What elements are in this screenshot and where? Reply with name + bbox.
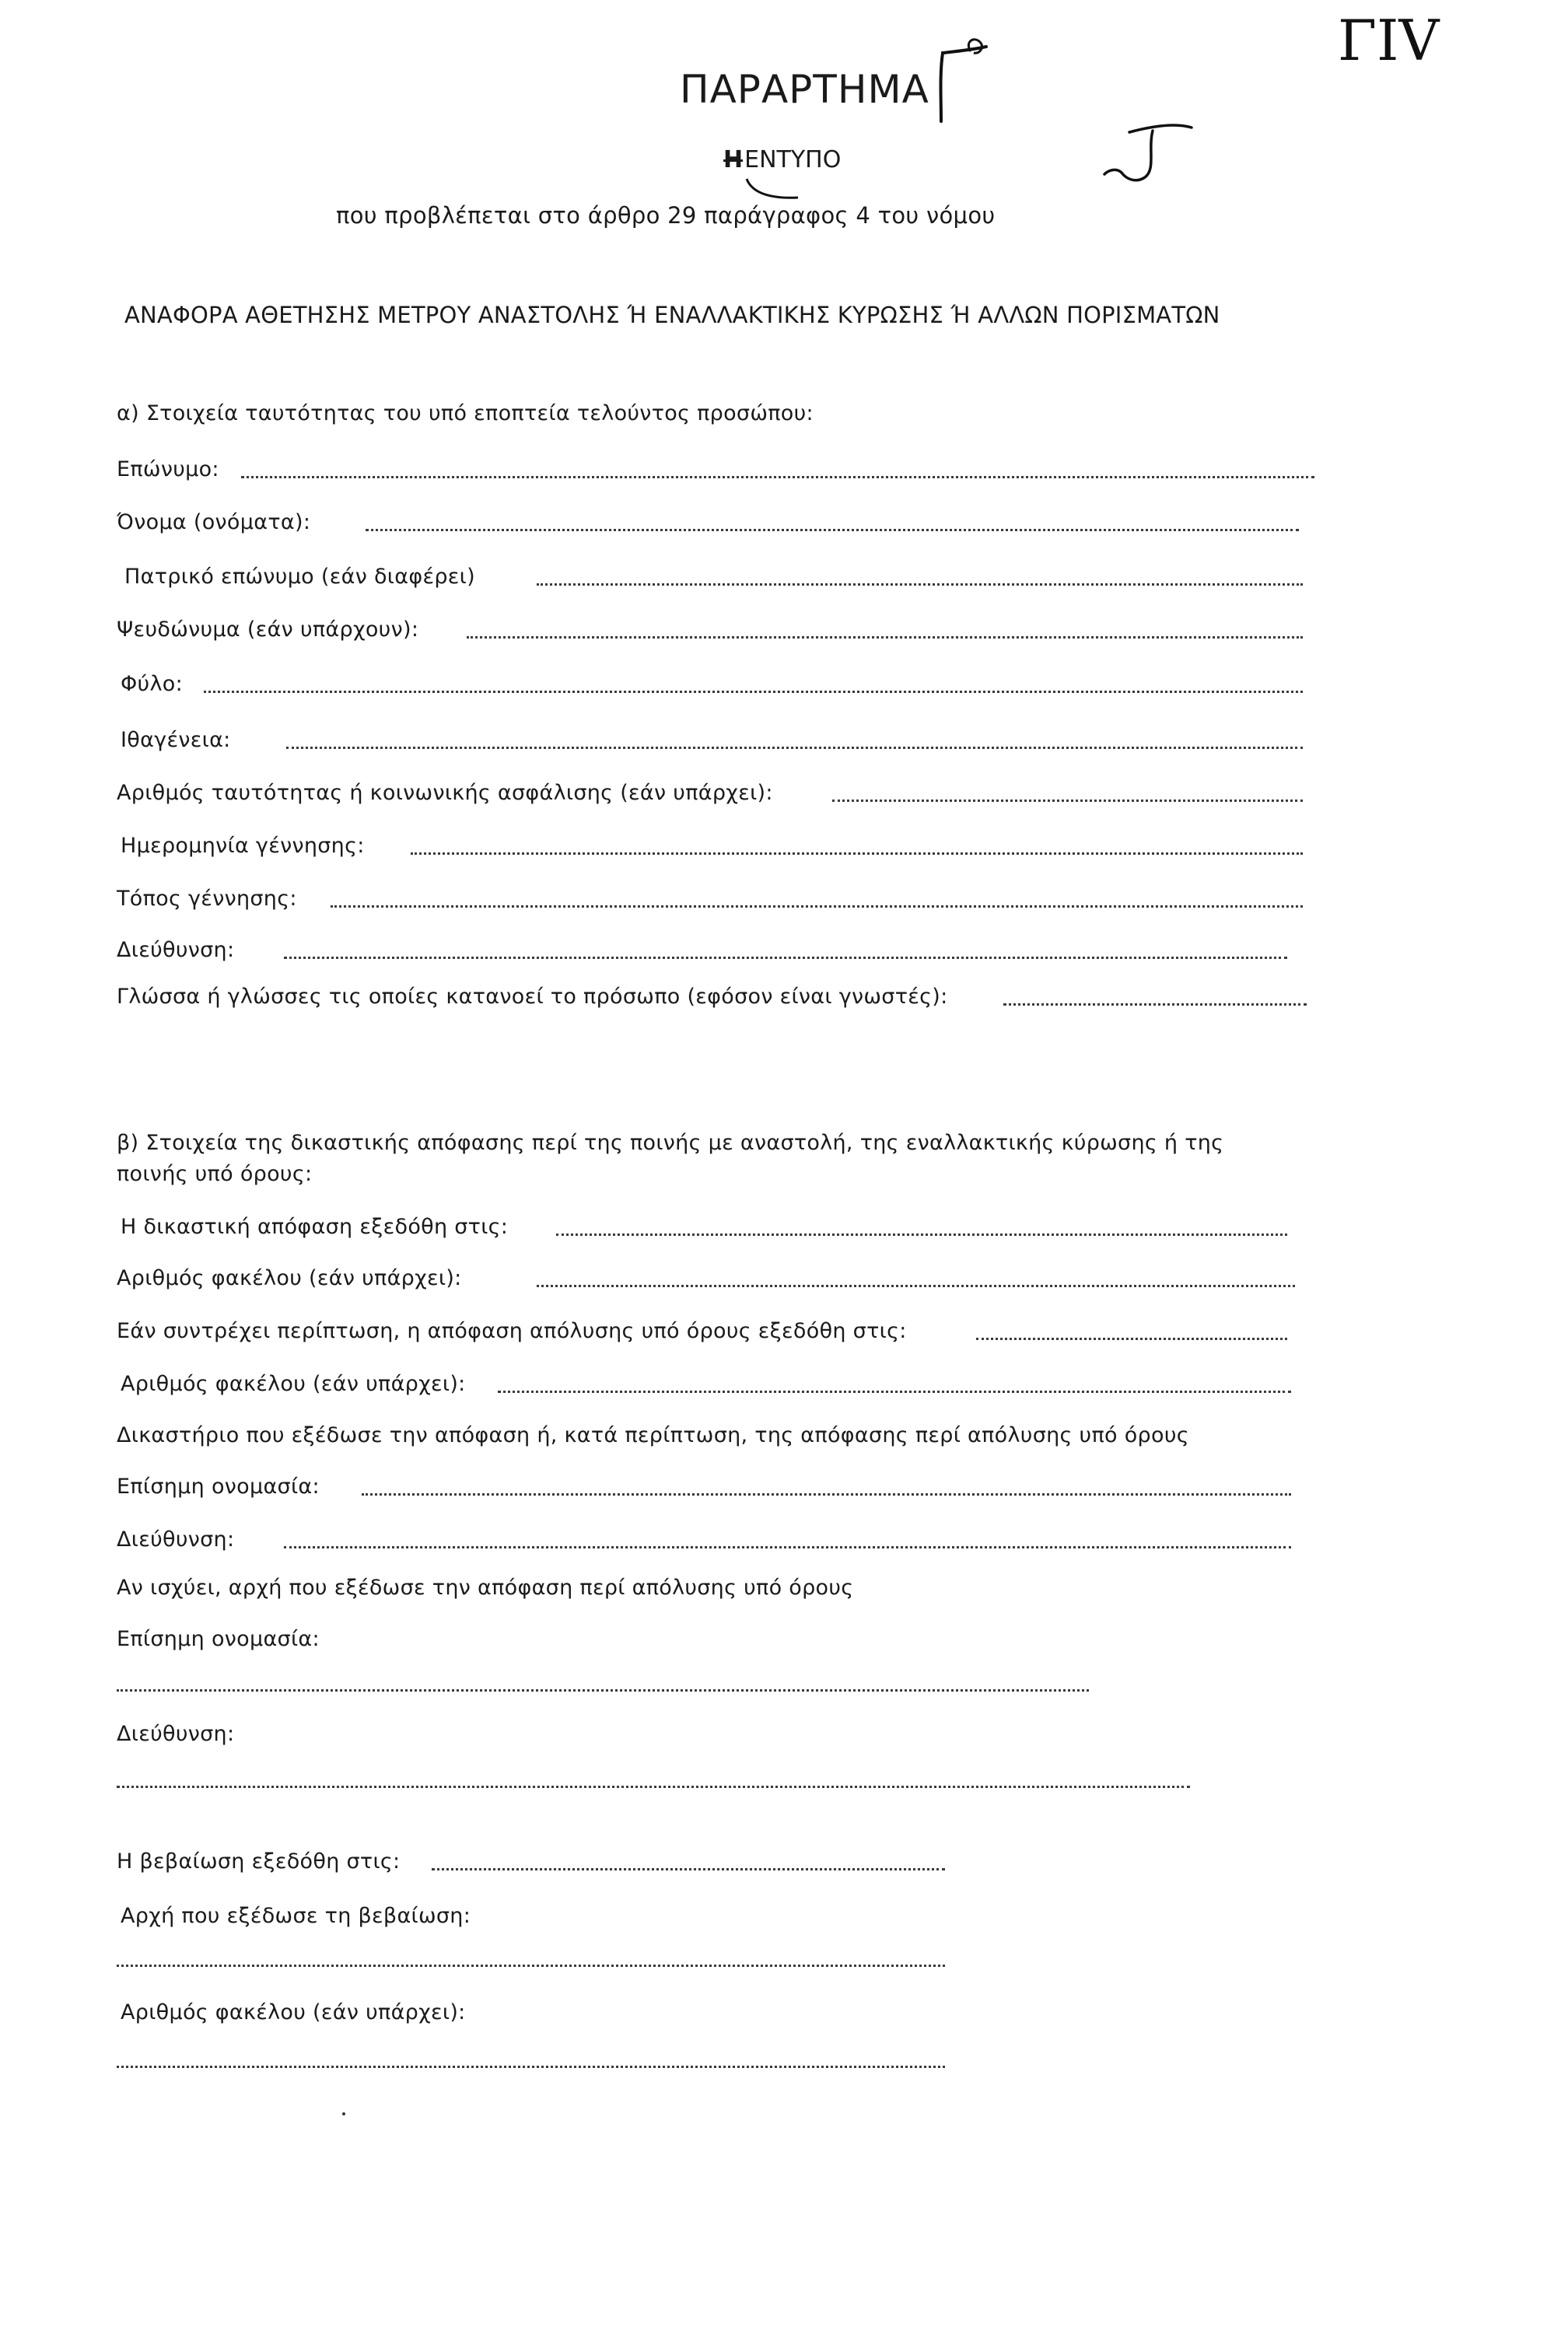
field-line-sex[interactable] [204,691,1303,693]
form-subtitle: που προβλέπεται στο άρθρο 29 παράγραφος 4 του νόμου [336,202,996,229]
crossed-out-prefix: Η [723,146,744,173]
field-label-address: Διεύθυνση: [117,938,235,962]
field-label-pseudonyms: Ψευδώνυμα (εάν υπάρχουν): [117,618,419,642]
field-label-certificate-date: Η βεβαίωση εξεδόθη στις: [117,1849,401,1874]
section-a-title: α) Στοιχεία ταυτότητας του υπό εποπτεία τελούντος προσώπου: [117,401,814,425]
field-line-certificate-date[interactable] [432,1868,945,1870]
field-line-id-number[interactable] [832,800,1303,802]
field-line-certificate-authority[interactable] [117,1965,945,1967]
field-label-court-official-name: Επίσημη ονομασία: [117,1475,320,1499]
field-line-surname[interactable] [241,476,1314,478]
form-word: ΕΝΤΥΠΟ [744,146,842,173]
field-line-birth-place[interactable] [331,905,1303,908]
field-line-address[interactable] [284,957,1287,959]
corner-annotation: ΓIV [1338,8,1440,73]
field-label-issuing-court: Δικαστήριο που εξέδωσε την απόφαση ή, κατά περίπτωση, της απόφασης περί απόλυσης υπό όρους [117,1423,1189,1447]
field-line-authority-address[interactable] [117,1786,1190,1788]
field-label-court-address: Διεύθυνση: [117,1527,235,1552]
field-line-first-names[interactable] [366,529,1299,531]
field-line-fathers-surname[interactable] [537,583,1303,586]
field-line-birth-date[interactable] [411,852,1303,855]
field-label-id-number: Αριθμός ταυτότητας ή κοινωνικής ασφάλισης (εάν υπάρχει): [117,781,773,805]
form-word-line [723,146,841,173]
section-b-title-line1: β) Στοιχεία της δικαστικής απόφασης περί της ποινής με αναστολή, της εναλλακτικής κύρωσης ή της [117,1131,1224,1155]
field-line-file-number-1[interactable] [537,1285,1295,1287]
field-label-sex: Φύλο: [121,672,183,696]
field-line-court-address[interactable] [284,1546,1291,1548]
field-label-birth-date: Ημερομηνία γέννησης: [121,834,365,858]
field-line-file-number-2[interactable] [498,1391,1291,1393]
field-label-authority-official-name: Επίσημη ονομασία: [117,1627,320,1651]
field-label-file-number-1: Αριθμός φακέλου (εάν υπάρχει): [117,1266,462,1290]
annex-title: ΠΑΡΑΡΤΗΜΑ [680,67,929,112]
field-line-authority-official-name[interactable] [117,1689,1089,1692]
stray-dot [342,2112,345,2115]
handwritten-squiggle-mark [1098,118,1199,188]
field-line-judgment-date[interactable] [556,1233,1287,1236]
field-label-file-number-3: Αριθμός φακέλου (εάν υπάρχει): [121,2000,466,2024]
field-label-authority-address: Διεύθυνση: [117,1722,235,1746]
field-line-nationality[interactable] [286,747,1303,749]
field-line-release-date[interactable] [976,1338,1287,1340]
field-label-languages: Γλώσσα ή γλώσσες τις οποίες κατανοεί το πρόσωπο (εφόσον είναι γνωστές): [117,985,948,1009]
field-label-nationality: Ιθαγένεια: [121,728,231,752]
field-label-first-names: Όνομα (ονόματα): [117,510,311,534]
field-line-pseudonyms[interactable] [467,636,1303,639]
field-line-court-official-name[interactable] [362,1493,1291,1496]
field-label-fathers-surname: Πατρικό επώνυμο (εάν διαφέρει) [124,565,475,589]
field-label-certificate-authority: Αρχή που εξέδωσε τη βεβαίωση: [121,1904,471,1928]
field-label-release-authority: Αν ισχύει, αρχή που εξέδωσε την απόφαση περί απόλυσης υπό όρους [117,1576,854,1600]
field-label-judgment-date: Η δικαστική απόφαση εξεδόθη στις: [121,1215,509,1239]
field-line-languages[interactable] [1003,1003,1307,1006]
form-heading: ΑΝΑΦΟΡΑ ΑΘΕΤΗΣΗΣ ΜΕΤΡΟΥ ΑΝΑΣΤΟΛΗΣ Ή ΕΝΑΛΛΑΚΤΙΚΗΣ ΚΥΡΩΣΗΣ Ή ΑΛΛΩΝ ΠΟΡΙΣΜΑΤΩΝ [124,302,1220,328]
field-label-birth-place: Τόπος γέννησης: [117,887,297,911]
field-line-file-number-3[interactable] [117,2066,945,2068]
section-b-title-line2: ποινής υπό όρους: [117,1162,313,1186]
field-label-release-date: Εάν συντρέχει περίπτωση, η απόφαση απόλυσης υπό όρους εξεδόθη στις: [117,1319,907,1343]
field-label-surname: Επώνυμο: [117,457,219,481]
field-label-file-number-2: Αριθμός φακέλου (εάν υπάρχει): [121,1372,466,1396]
